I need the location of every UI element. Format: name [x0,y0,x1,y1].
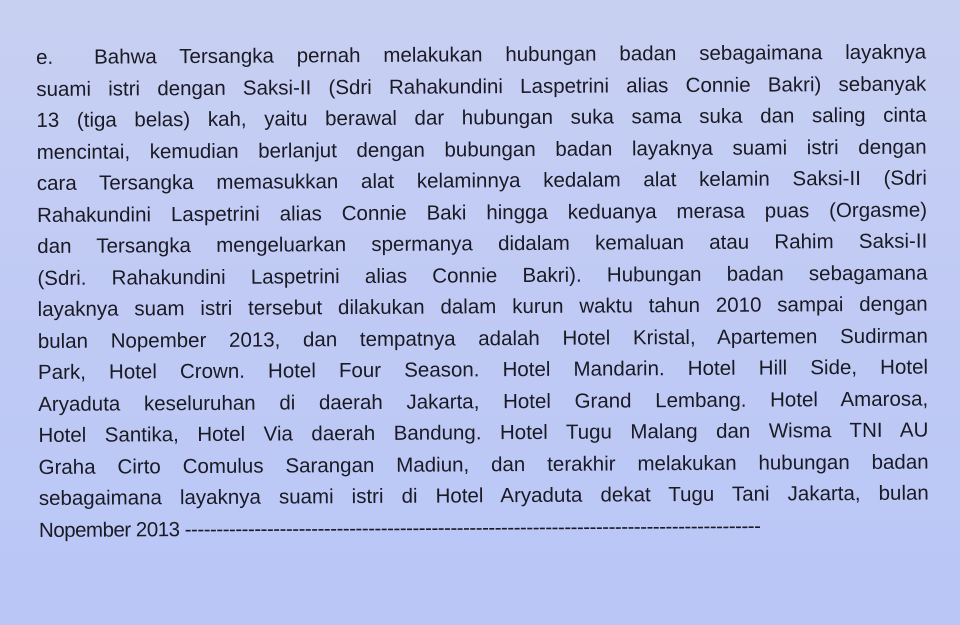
text-line: Rahakundini Laspetrini alias Connie Baki hingga keduanya merasa puas (Orgasme) [36,198,928,227]
text-line: suami istri dengan Saksi-II (Sdri Rahakundini Laspetrini alias Connie Bakri) sebanyak [36,72,927,101]
text-line: layaknya suam istri tersebut dilakukan dalam kurun waktu tahun 2010 sampai dengan [37,292,928,321]
text-line: Graha Cirto Comulus Sarangan Madiun, dan terakhir melakukan hubungan badan [38,450,929,479]
text-line: cara Tersangka memasukkan alat kelaminnya kedalam alat kelamin Saksi-II (Sdri [36,166,927,195]
text-line-final: Nopember 2013 ------------------------------------------------------------------------------------------- [38,514,761,542]
text-line: bulan Nopember 2013, dan tempatnya adalah Hotel Kristal, Apartemen Sudirman [37,324,928,353]
text-line: dan Tersangka mengeluarkan spermanya didalam kemaluan atau Rahim Saksi-II [37,229,928,258]
text-line: Aryaduta keseluruhan di daerah Jakarta, Hotel Grand Lembang. Hotel Amarosa, [38,387,929,416]
item-marker: e. [36,45,54,69]
text-line: (Sdri. Rahakundini Laspetrini alias Connie Bakri). Hubungan badan sebagamana [37,261,928,290]
text-line: sebagaimana layaknya suami istri di Hotel Aryaduta dekat Tugu Tani Jakarta, bulan [38,481,929,510]
text-line: 13 (tiga belas) kah, yaitu berawal dar hubungan suka sama suka dan saling cinta [36,103,927,132]
statement-paragraph [36,37,929,546]
text-line: mencintai, kemudian berlanjut dengan bubungan badan layaknya suami istri dengan [36,135,927,164]
text-line-content: Bahwa Tersangka pernah melakukan hubungan badan sebagaimana layaknya [94,40,927,69]
text-line: Park, Hotel Crown. Hotel Four Season. Hotel Mandarin. Hotel Hill Side, Hotel [37,355,929,384]
text-line: Hotel Santika, Hotel Via daerah Bandung. Hotel Tugu Malang dan Wisma TNI AU [38,418,929,447]
text-line [36,37,926,74]
